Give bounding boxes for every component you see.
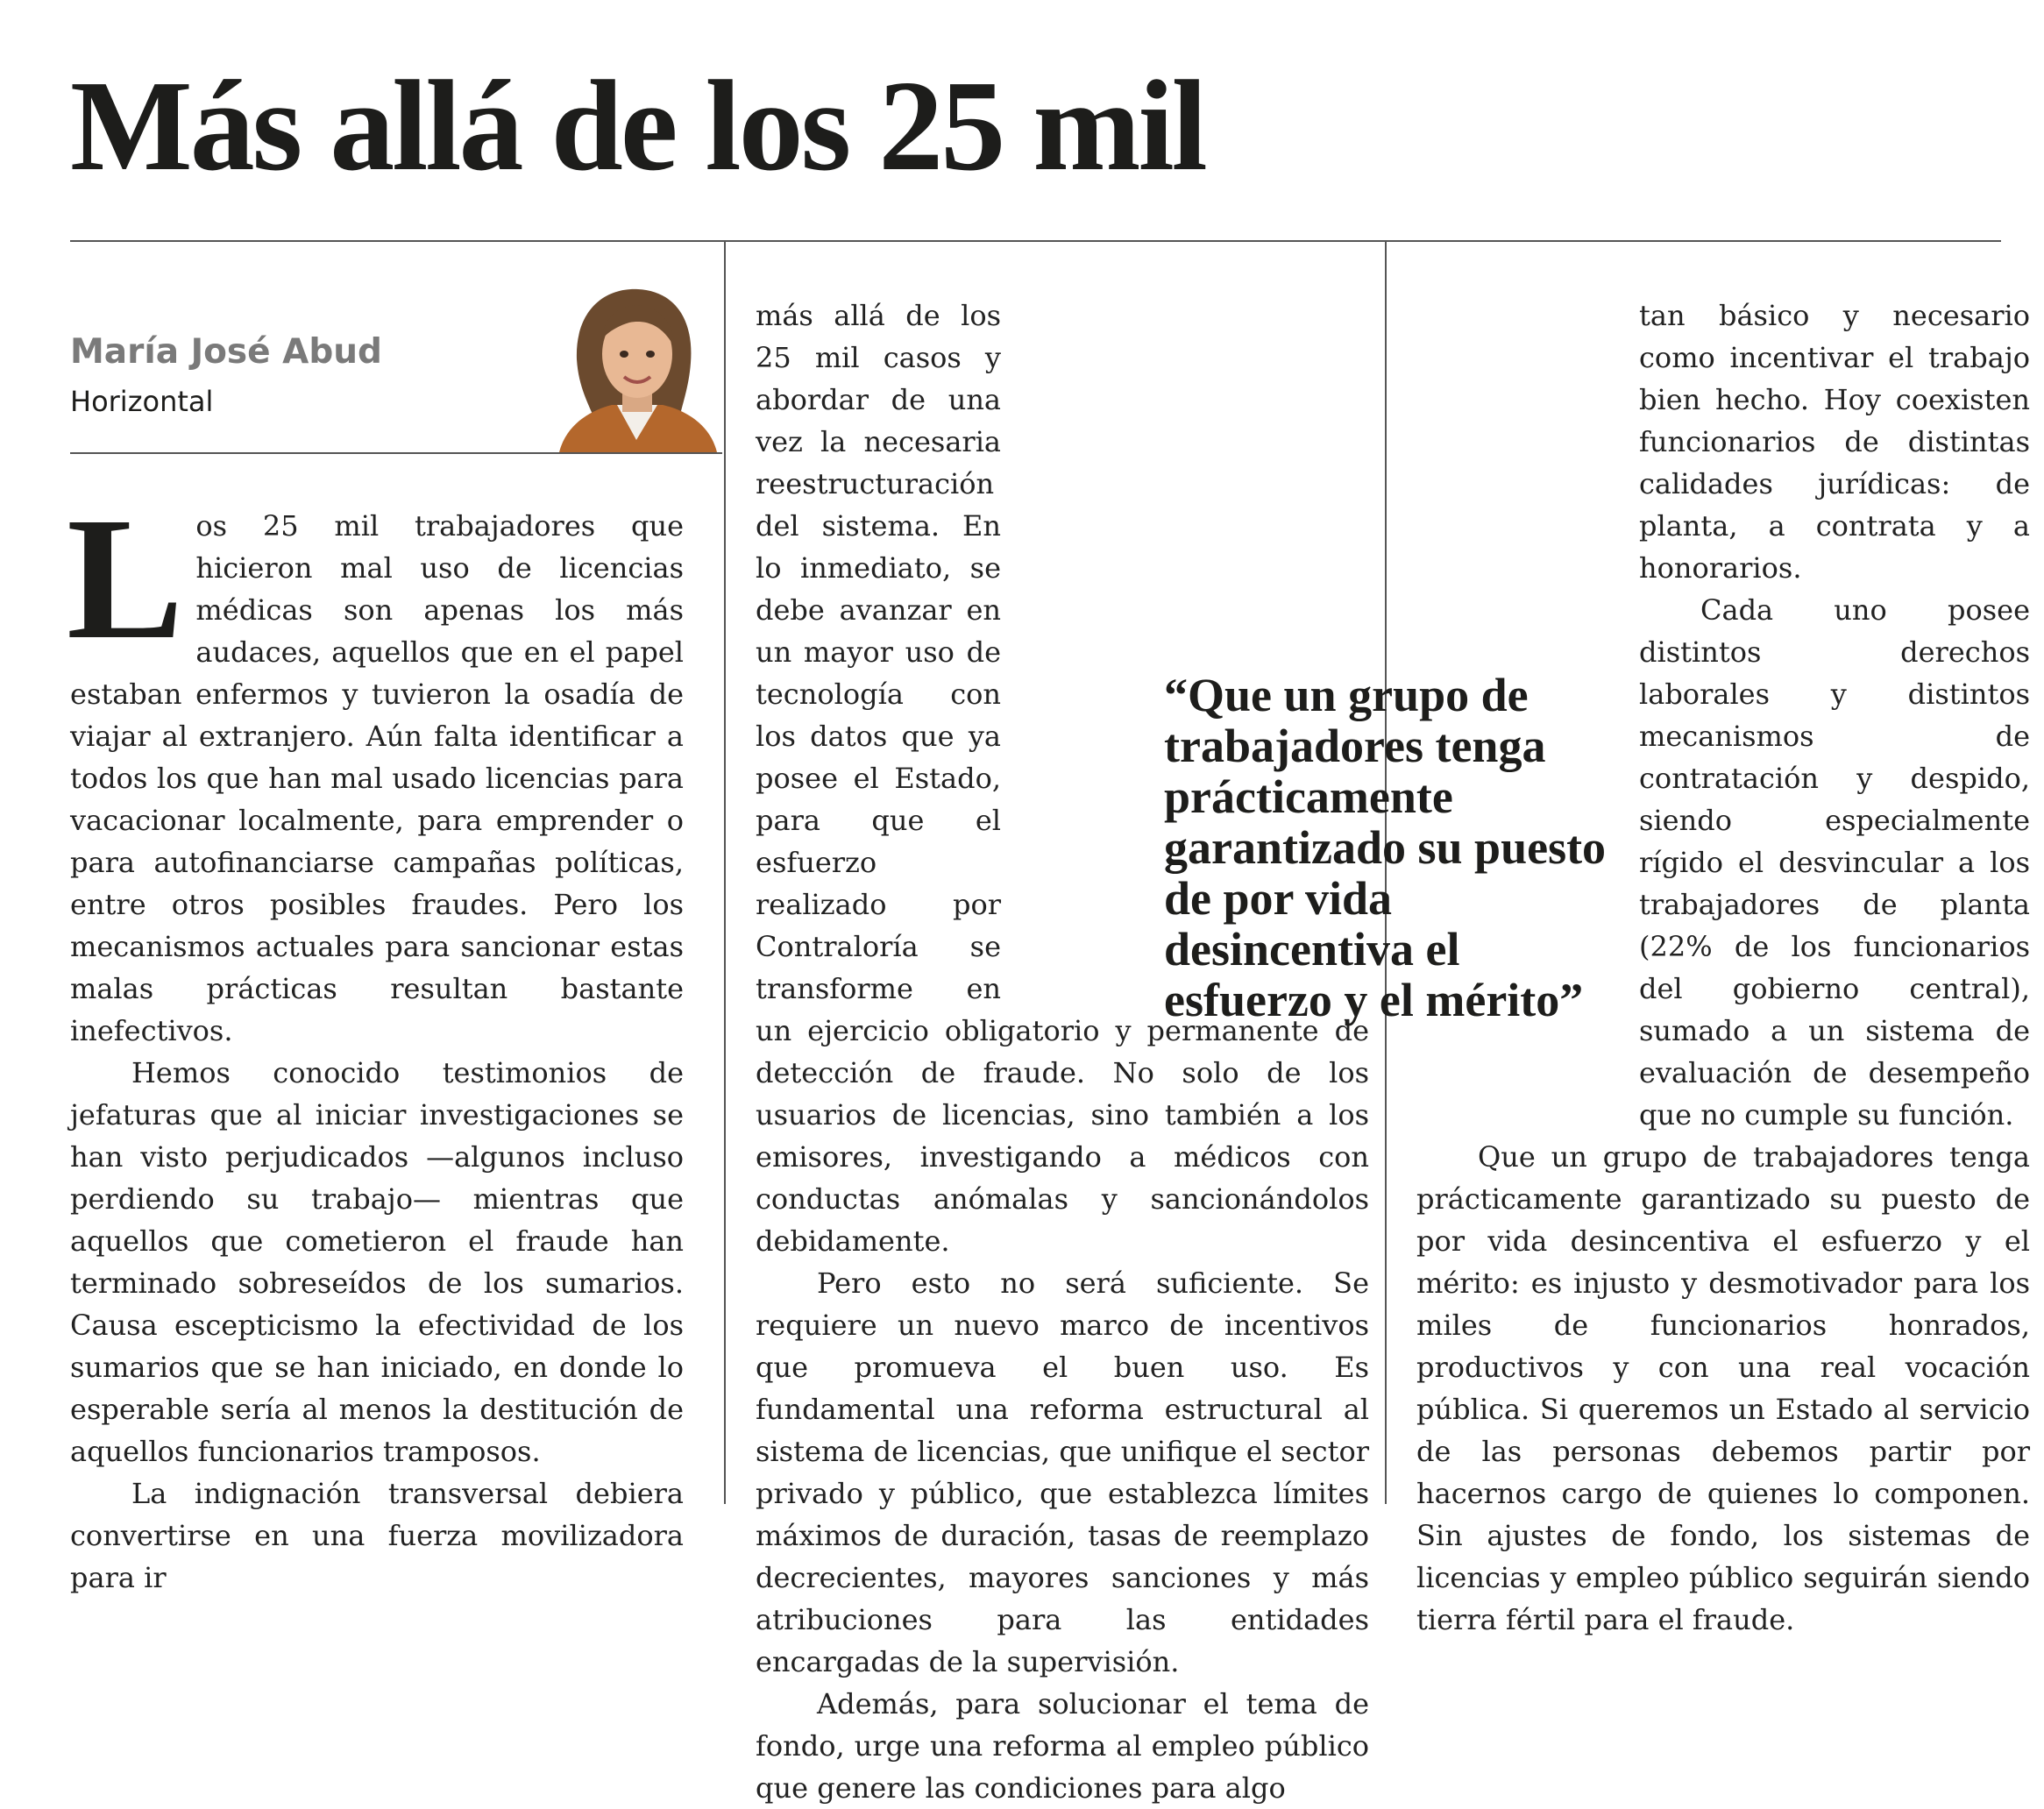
- paragraph: Además, para solucionar el tema de fondo, urge una reforma al empleo público que genere las condiciones para algo: [756, 1687, 1369, 1805]
- paragraph: tan básico y necesario como incentivar el trabajo bien hecho. Hoy coexisten funcionarios de distintas calidades jurídicas: de planta, a contrata y a honorarios.: [1639, 299, 2030, 585]
- paragraph: Los 25 mil trabajadores que hicieron mal uso de licencias médicas son apenas los más audaces, aquellos que en el papel estaban enfermos y tuvieron la osadía de viajar al extranjero. Aún falta identificar a todos los que han mal usado licencias para vacacionar localmente, para emprender o para autofinanciarse campañas políticas, entre otros posibles fraudes. Pero los mecanismos actuales para sancionar estas malas prácticas resultan bastante inefectivos.: [67, 482, 684, 1047]
- pull-quote: “Que un grupo de trabajadores tenga prácticamente garantizado su puesto de por vida desincentiva el esfuerzo y el mérito”: [1164, 669, 1607, 1026]
- byline-rule: [70, 452, 722, 454]
- paragraph: La indignación transversal debiera convertirse en una fuerza movilizadora para ir: [70, 1477, 684, 1594]
- paragraph: Pero esto no será suficiente. Se requiere un nuevo marco de incentivos que promueva el buen uso. Es fundamental una reforma estructural al sistema de licencias, que unifique el sector privado y público, que establezca límites máximos de duración, tasas de reemplazo decrecientes, mayores sanciones y más atribuciones para las entidades encargadas de la supervisión.: [756, 1266, 1369, 1678]
- author-portrait: [550, 282, 722, 452]
- paragraph: Cada uno posee distintos derechos laborales y distintos mecanismos de contratación y despido, siendo especialmente rígido el desvincular a los trabajadores de planta (22% de los funcionarios del gobierno central), sumado a un sistema de evaluación de desempeño que no cumple su función.: [1639, 593, 2030, 1132]
- top-rule: [70, 240, 2001, 242]
- paragraph: Que un grupo de trabajadores tenga prácticamente garantizado su puesto de por vida desincentiva el esfuerzo y el mérito: es injusto y desmotivador para los miles de funcionarios honrados, productivos y con una real vocación pública. Si queremos un Estado al servicio de las personas debemos partir por hacernos cargo de quienes lo componen. Sin ajustes de fondo, los sistemas de licencias y empleo público seguirán siendo tierra fértil para el fraude.: [1416, 1140, 2030, 1636]
- column-divider-1: [724, 242, 726, 1504]
- headline: Más allá de los 25 mil: [70, 54, 1205, 198]
- drop-cap: L: [67, 482, 184, 676]
- article-column-1: [67, 482, 684, 1594]
- byline-section: Horizontal: [70, 385, 214, 418]
- paragraph: Hemos conocido testimonios de jefaturas que al iniciar investigaciones se han visto perjudicados —algunos incluso perdiendo su trabajo— mientras que aquellos que cometieron el fraude han terminado sobreseídos de los sumarios. Causa escepticismo la efectividad de los sumarios que se han iniciado, en donde lo esperable sería al menos la destitución de aquellos funcionarios tramposos.: [70, 1056, 684, 1468]
- byline-author: María José Abud: [70, 332, 382, 372]
- paragraph: más allá de los 25 mil casos y abordar de una vez la necesaria reestructuración del sistema. En lo inmediato, se debe avanzar en un mayor uso de tecnología con los datos que ya posee el Estado, para que el esfuerzo realizado por Contraloría se transforme en un ejercicio obligatorio y permanente de detección de fraude. No solo de los usuarios de licencias, sino también a los emisores, investigando a médicos con conductas anómalas y sancionándolos debidamente.: [756, 299, 1369, 1258]
